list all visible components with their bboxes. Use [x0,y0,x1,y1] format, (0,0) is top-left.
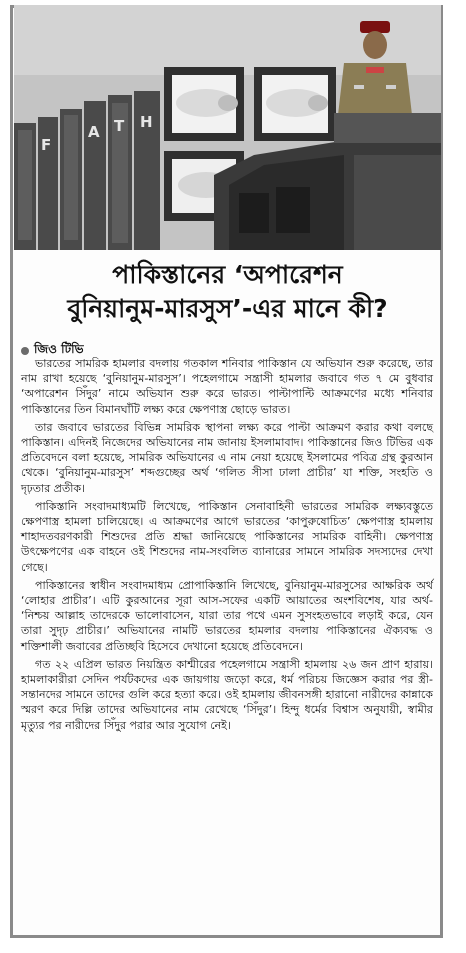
svg-text:F: F [41,136,52,154]
headline-line-1: পাকিস্তানের ‘অপারেশন [112,260,343,289]
paragraph: পাকিস্তানি সংবাদমাধ্যমটি লিখেছে, পাকিস্তান সেনাবাহিনী ভারতের সামরিক লক্ষ্যবস্তুতে ক্ষেপণাস্ত্র হামলা চালিয়েছে। এ আক্রমণের আগে ভারতের ‘কাপুরুষোচিত’ ক্ষেপণাস্ত্র হামলায় শাহাদতবরণকারী শিশুদের প্রতি শ্রদ্ধা জানিয়েছে পাকিস্তানের সামরিক বাহিনী। ক্ষেপণাস্ত্র উৎক্ষেপণের এক বাহনে ওই শিশুদের নাম-সংবলিত ব্যানারের সামনে সামরিক সদস্যদের দেখা গেছে। [21,499,433,574]
paragraph: তার জবাবে ভারতের বিভিন্ন সামরিক স্থাপনা লক্ষ্য করে পাল্টা আক্রমণ করার কথা বলছে পাকিস্তান। এদিনই নিজেদের অভিযানের নাম জানায় ইসলামাবাদ। পাকিস্তানের জিও টিভির এক প্রতিবেদনে বলা হয়েছে, সামরিক অভিযানের এ নাম নেয়া হয়েছে ইসলামের পবিত্র গ্রন্থ কুরআন থেকে। ‘বুনিয়ানুম-মারসুস’ শব্দগুচ্ছের অর্থ ‘গলিত সীসা ঢালা প্রাচীর’ যা শক্তি, সংহতি ও দৃঢ়তার প্রতীক। [21,420,433,495]
bullet-icon [21,347,29,355]
svg-text:A: A [88,123,100,141]
article-headline [14,258,441,326]
article-photo [14,5,441,250]
paragraph: পাকিস্তানের স্বাধীন সংবাদমাধ্যম প্রোপাকিস্তানি লিখেছে, বুনিয়ানুম-মারসুসের আক্ষরিক অর্থ ‘লোহার প্রাচীর’। এটি কুরআনের সূরা আস-সফের একটি আয়াতের অংশবিশেষ, যার অর্থ- ‘নিশ্চয় আল্লাহ তাদেরকে ভালোবাসেন, যারা তার পথে এমন সুসংহতভাবে লড়াই করে, যেন তারা সুদৃঢ় প্রাচীর।’ অভিযানের নামটি ভারতের হামলার বদলায় পাকিস্তানের ঐক্যবদ্ধ ও শক্তিশালী জবাবের প্রতিচ্ছবি হিসেবে দেখানো হয়েছে প্রতিবেদনে। [21,578,433,653]
headline-line-2: বুনিয়ানুম-মারসুস’-এর মানে কী? [67,294,388,323]
paragraph: গত ২২ এপ্রিল ভারত নিয়ন্ত্রিত কাশ্মীরের পহেলগামে সন্ত্রাসী হামলায় ২৬ জন প্রাণ হারায়। হামলাকারীরা সেদিন পর্যটকদের এক জায়গায় জড়ো করে, ধর্ম পরিচয় জিজ্ঞেস করার পর স্ত্রী-সন্তানদের সামনে তাদের গুলি করে হত্যা করে। ওই হামলায় জীবনসঙ্গী হারানো নারীদের কান্নাকে স্মরণ করে দিল্লি তাদের অভিযানের নাম রেখেছে ‘সিঁদুর’। হিন্দু ধর্মের বিশ্বাস অনুযায়ী, স্বামীর মৃত্যুর পর নারীদের সিঁদুর পরার আর সুযোগ নেই। [21,657,433,732]
svg-text:H: H [140,113,153,131]
byline-source: জিও টিভি [34,342,84,356]
paragraph: ভারতের সামরিক হামলার বদলায় গতকাল শনিবার পাকিস্তান যে অভিযান শুরু করেছে, তার নাম রাখা হয়েছে ‘বুনিয়ানুম-মারসুস’। পহেলগামে সন্ত্রাসী হামলার জবাবে গত ৭ মে বুধবার ‘অপারেশন সিঁদুর’ নামে অভিযান শুরু করে ভারত। পাল্টাপাল্টি আক্রমণের মধ্যে শনিবার পাকিস্তানের তিন বিমানঘাঁটি লক্ষ্য করে ক্ষেপণাস্ত্র ছোড়ে ভারত। [21,357,433,416]
missile-parade-image [14,5,441,250]
article-body [21,356,433,736]
svg-text:T: T [114,117,125,135]
